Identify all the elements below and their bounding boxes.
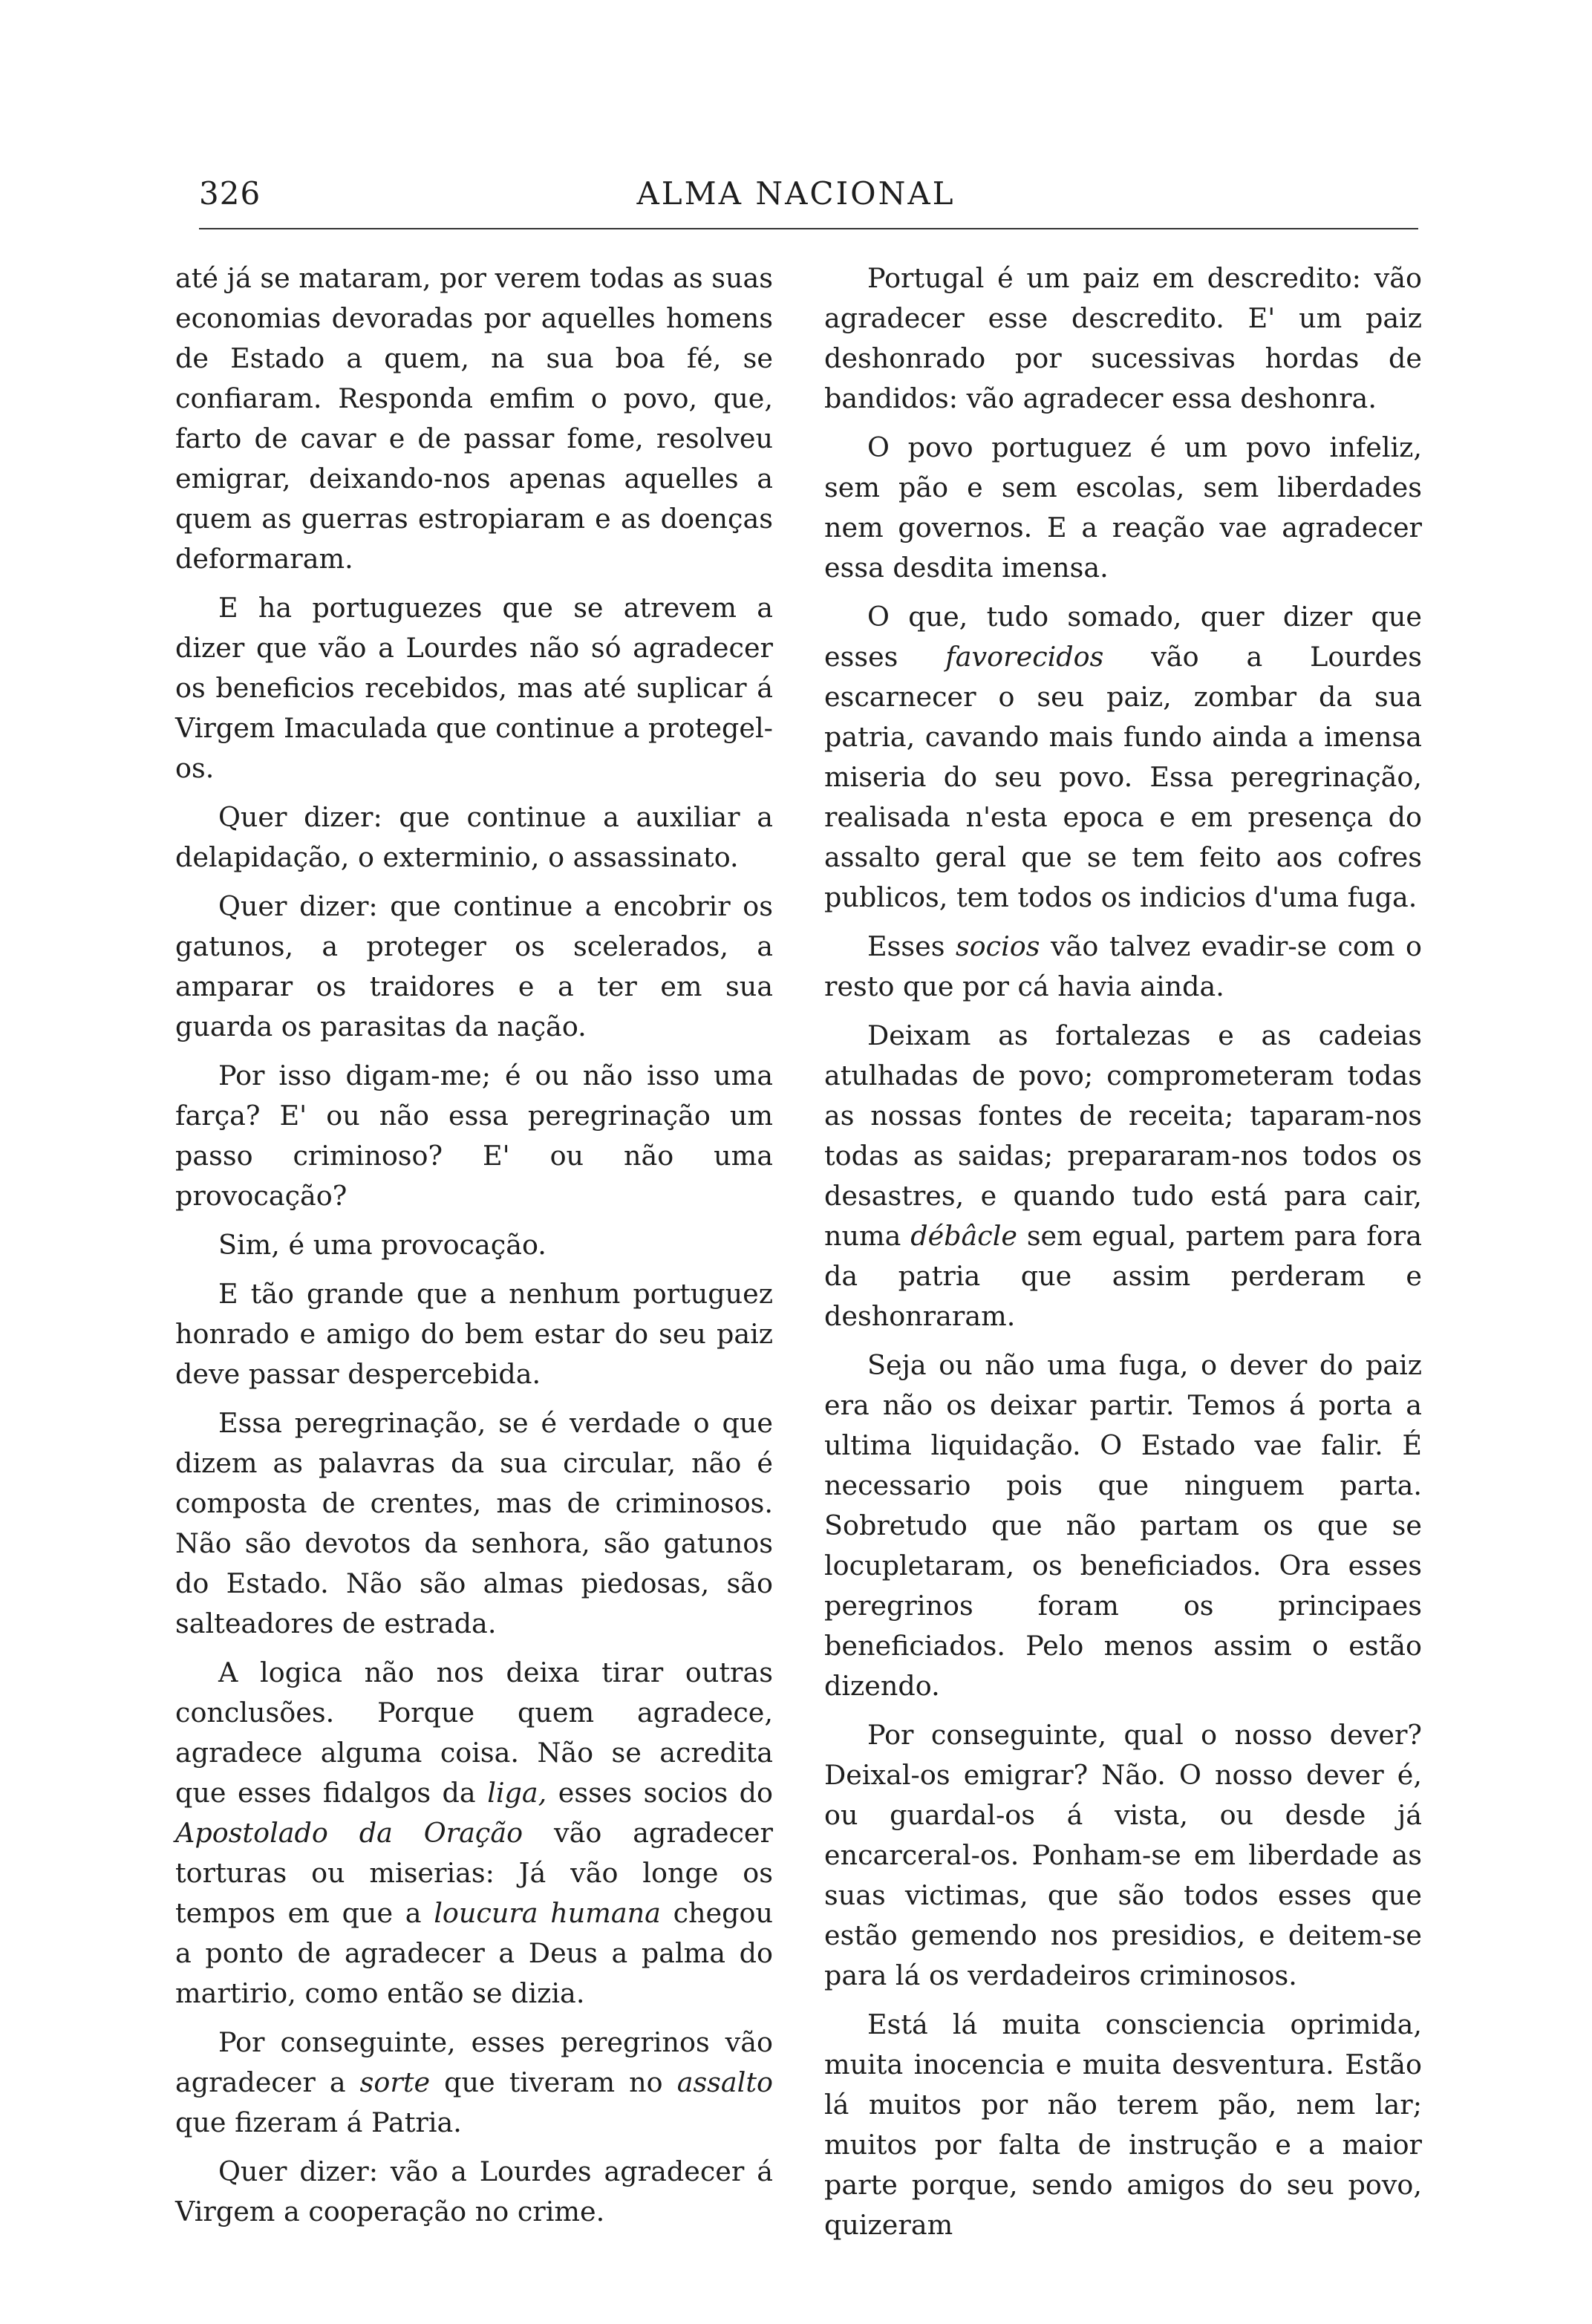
paragraph: Por conseguinte, qual o nosso dever? Deixal-os emigrar? Não. O nosso dever é, ou guardal-os á vista, ou desde já encarceral-os. Ponham-se em liberdade as suas victimas, que são todos esses que estão gemendo nos presidios, e deitem-se para lá os verdadeiros criminosos.	[824, 1719, 1422, 1991]
page-number: 326	[199, 175, 261, 212]
running-title: ALMA NACIONAL	[636, 175, 956, 212]
paragraph: Esses socios vão talvez evadir-se com o resto que por cá havia ainda.	[824, 930, 1422, 1002]
paragraph: Quer dizer: vão a Lourdes agradecer á Virgem a cooperação no crime.	[175, 2155, 773, 2227]
paragraph: Portugal é um paiz em descredito: vão agradecer esse descredito. E' um paiz deshonrado por sucessivas hordas de bandidos: vão agradecer essa deshonra.	[824, 262, 1422, 414]
paragraph: Por isso digam-me; é ou não isso uma farça? E' ou não essa peregrinação um passo criminoso? E' ou não uma provocação?	[175, 1060, 773, 1212]
paragraph: Quer dizer: que continue a auxiliar a delapidação, o exterminio, o assassinato.	[175, 801, 773, 873]
paragraph: Seja ou não uma fuga, o dever do paiz era não os deixar partir. Temos á porta a ultima liquidação. O Estado vae falir. É necessario pois que ninguem parta. Sobretudo que não partam os que se locupletaram, os beneficiados. Ora esses peregrinos foram os principaes beneficiados. Pelo menos assim o estão dizendo.	[824, 1349, 1422, 1702]
paragraph: E tão grande que a nenhum portuguez honrado e amigo do bem estar do seu paiz deve passar despercebida.	[175, 1278, 773, 1390]
left-column	[175, 258, 773, 2232]
paragraph: A logica não nos deixa tirar outras conclusões. Porque quem agradece, agradece alguma coisa. Não se acredita que esses fidalgos da liga, esses socios do Apostolado da Oração vão agradecer torturas ou miserias: Já vão longe os tempos em que a loucura humana chegou a ponto de agradecer a Deus a palma do martirio, como então se dizia.	[175, 1656, 774, 2009]
paragraph: Quer dizer: que continue a encobrir os gatunos, a proteger os scelerados, a amparar os traidores e a ter em sua guarda os parasitas da nação.	[175, 890, 773, 1042]
header-rule	[199, 228, 1418, 229]
right-column	[824, 258, 1422, 2245]
paragraph: Está lá muita consciencia oprimida, muita inocencia e muita desventura. Estão lá muitos por não terem pão, nem lar; muitos por falta de instrução e a maior parte porque, sendo amigos do seu povo, quizeram	[824, 2008, 1422, 2241]
paragraph: Por conseguinte, esses peregrinos vão agradecer a sorte que tiveram no assalto que fizeram á Patria.	[175, 2026, 773, 2138]
paragraph: Essa peregrinação, se é verdade o que dizem as palavras da sua circular, não é composta de crentes, mas de criminosos. Não são devotos da senhora, são gatunos do Estado. Não são almas piedosas, são salteadores de estrada.	[175, 1407, 773, 1639]
paragraph: E ha portuguezes que se atrevem a dizer que vão a Lourdes não só agradecer os beneficios recebidos, mas até suplicar á Virgem Imaculada que continue a protegel-os.	[175, 592, 773, 784]
paragraph: Deixam as fortalezas e as cadeias atulhadas de povo; comprometeram todas as nossas fontes de receita; taparam-nos todas as saidas; prepararam-nos todos os desastres, e quando tudo está para cair, numa débâcle sem egual, partem para fora da patria que assim perderam e deshonraram.	[824, 1019, 1422, 1332]
paragraph: Sim, é uma provocação.	[218, 1229, 547, 1261]
paragraph: O povo portuguez é um povo infeliz, sem pão e sem escolas, sem liberdades nem governos. E a reação vae agradecer essa desdita imensa.	[824, 431, 1422, 584]
paragraph: O que, tudo somado, quer dizer que esses favorecidos vão a Lourdes escarnecer o seu paiz, zombar da sua patria, cavando mais fundo ainda a imensa miseria do seu povo. Essa peregrinação, realisada n'esta epoca e em presença do assalto geral que se tem feito aos cofres publicos, tem todos os indicios d'uma fuga.	[824, 601, 1423, 913]
paragraph: até já se mataram, por verem todas as suas economias devoradas por aquelles homens de Estado a quem, na sua boa fé, se confiaram. Responda emfim o povo, que, farto de cavar e de passar fome, resolveu emigrar, deixando-nos apenas aquelles a quem as guerras estropiaram e as doenças deformaram.	[175, 262, 773, 575]
